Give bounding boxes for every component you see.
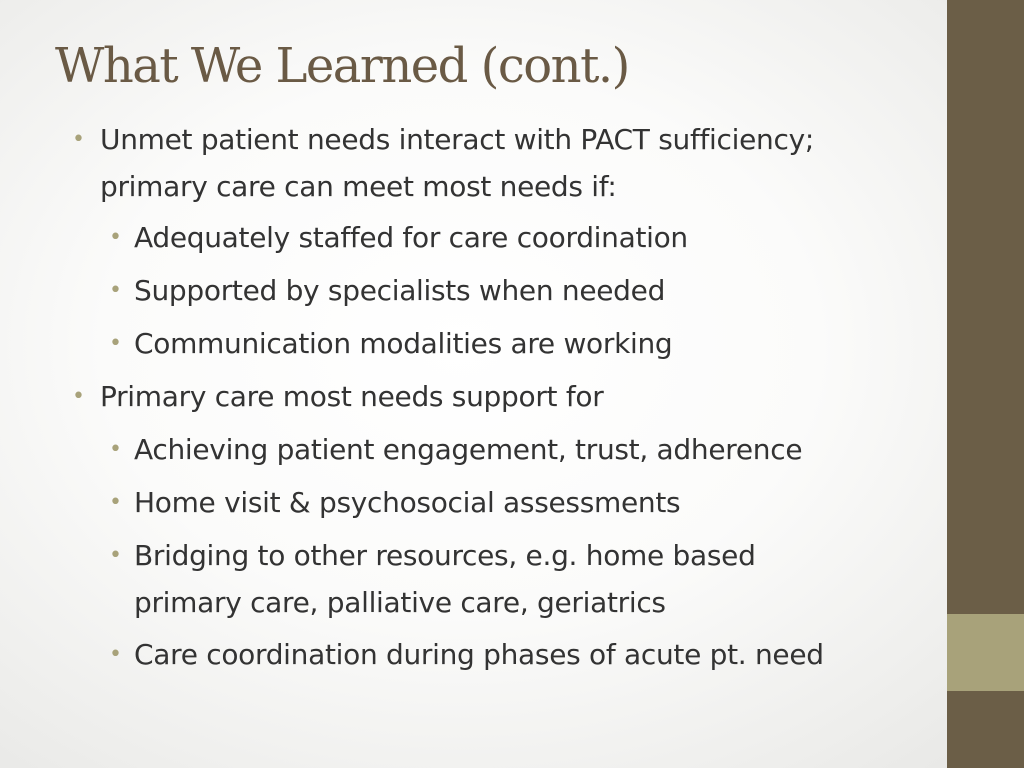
bullet-line: Supported by specialists when needed (134, 274, 666, 307)
bullet-line: Adequately staffed for care coordination (134, 221, 688, 254)
bullet-item (72, 373, 604, 420)
bullet-dot-icon: • (72, 384, 85, 409)
bullet-item (72, 116, 814, 210)
bullet-dot-icon: • (109, 225, 122, 250)
sub-bullet-item (109, 479, 681, 526)
bullet-dot-icon: • (72, 127, 85, 152)
slide-title: What We Learned (cont.) (55, 38, 629, 94)
sub-bullet-item (109, 214, 688, 261)
bullet-line: Unmet patient needs interact with PACT sufficiency; (100, 123, 814, 156)
bullet-line: Primary care most needs support for (100, 380, 604, 413)
bullet-line: Bridging to other resources, e.g. home based (134, 539, 756, 572)
bullet-dot-icon: • (109, 331, 122, 356)
sub-bullet-item (109, 532, 756, 626)
sub-bullet-item (109, 426, 803, 473)
bullet-line: Care coordination during phases of acute pt. need (134, 638, 824, 671)
bullet-line: Home visit & psychosocial assessments (134, 486, 681, 519)
bullet-dot-icon: • (109, 642, 122, 667)
sub-bullet-item (109, 631, 824, 678)
bullet-dot-icon: • (109, 437, 122, 462)
sub-bullet-item (109, 320, 673, 367)
bullet-line: primary care, palliative care, geriatrics (134, 586, 666, 619)
bullet-dot-icon: • (109, 278, 122, 303)
bullet-line: primary care can meet most needs if: (100, 170, 617, 203)
bullet-line: Communication modalities are working (134, 327, 673, 360)
sub-bullet-item (109, 267, 666, 314)
bullet-dot-icon: • (109, 490, 122, 515)
decorative-side-accent (947, 614, 1024, 691)
bullet-dot-icon: • (109, 543, 122, 568)
bullet-line: Achieving patient engagement, trust, adherence (134, 433, 803, 466)
